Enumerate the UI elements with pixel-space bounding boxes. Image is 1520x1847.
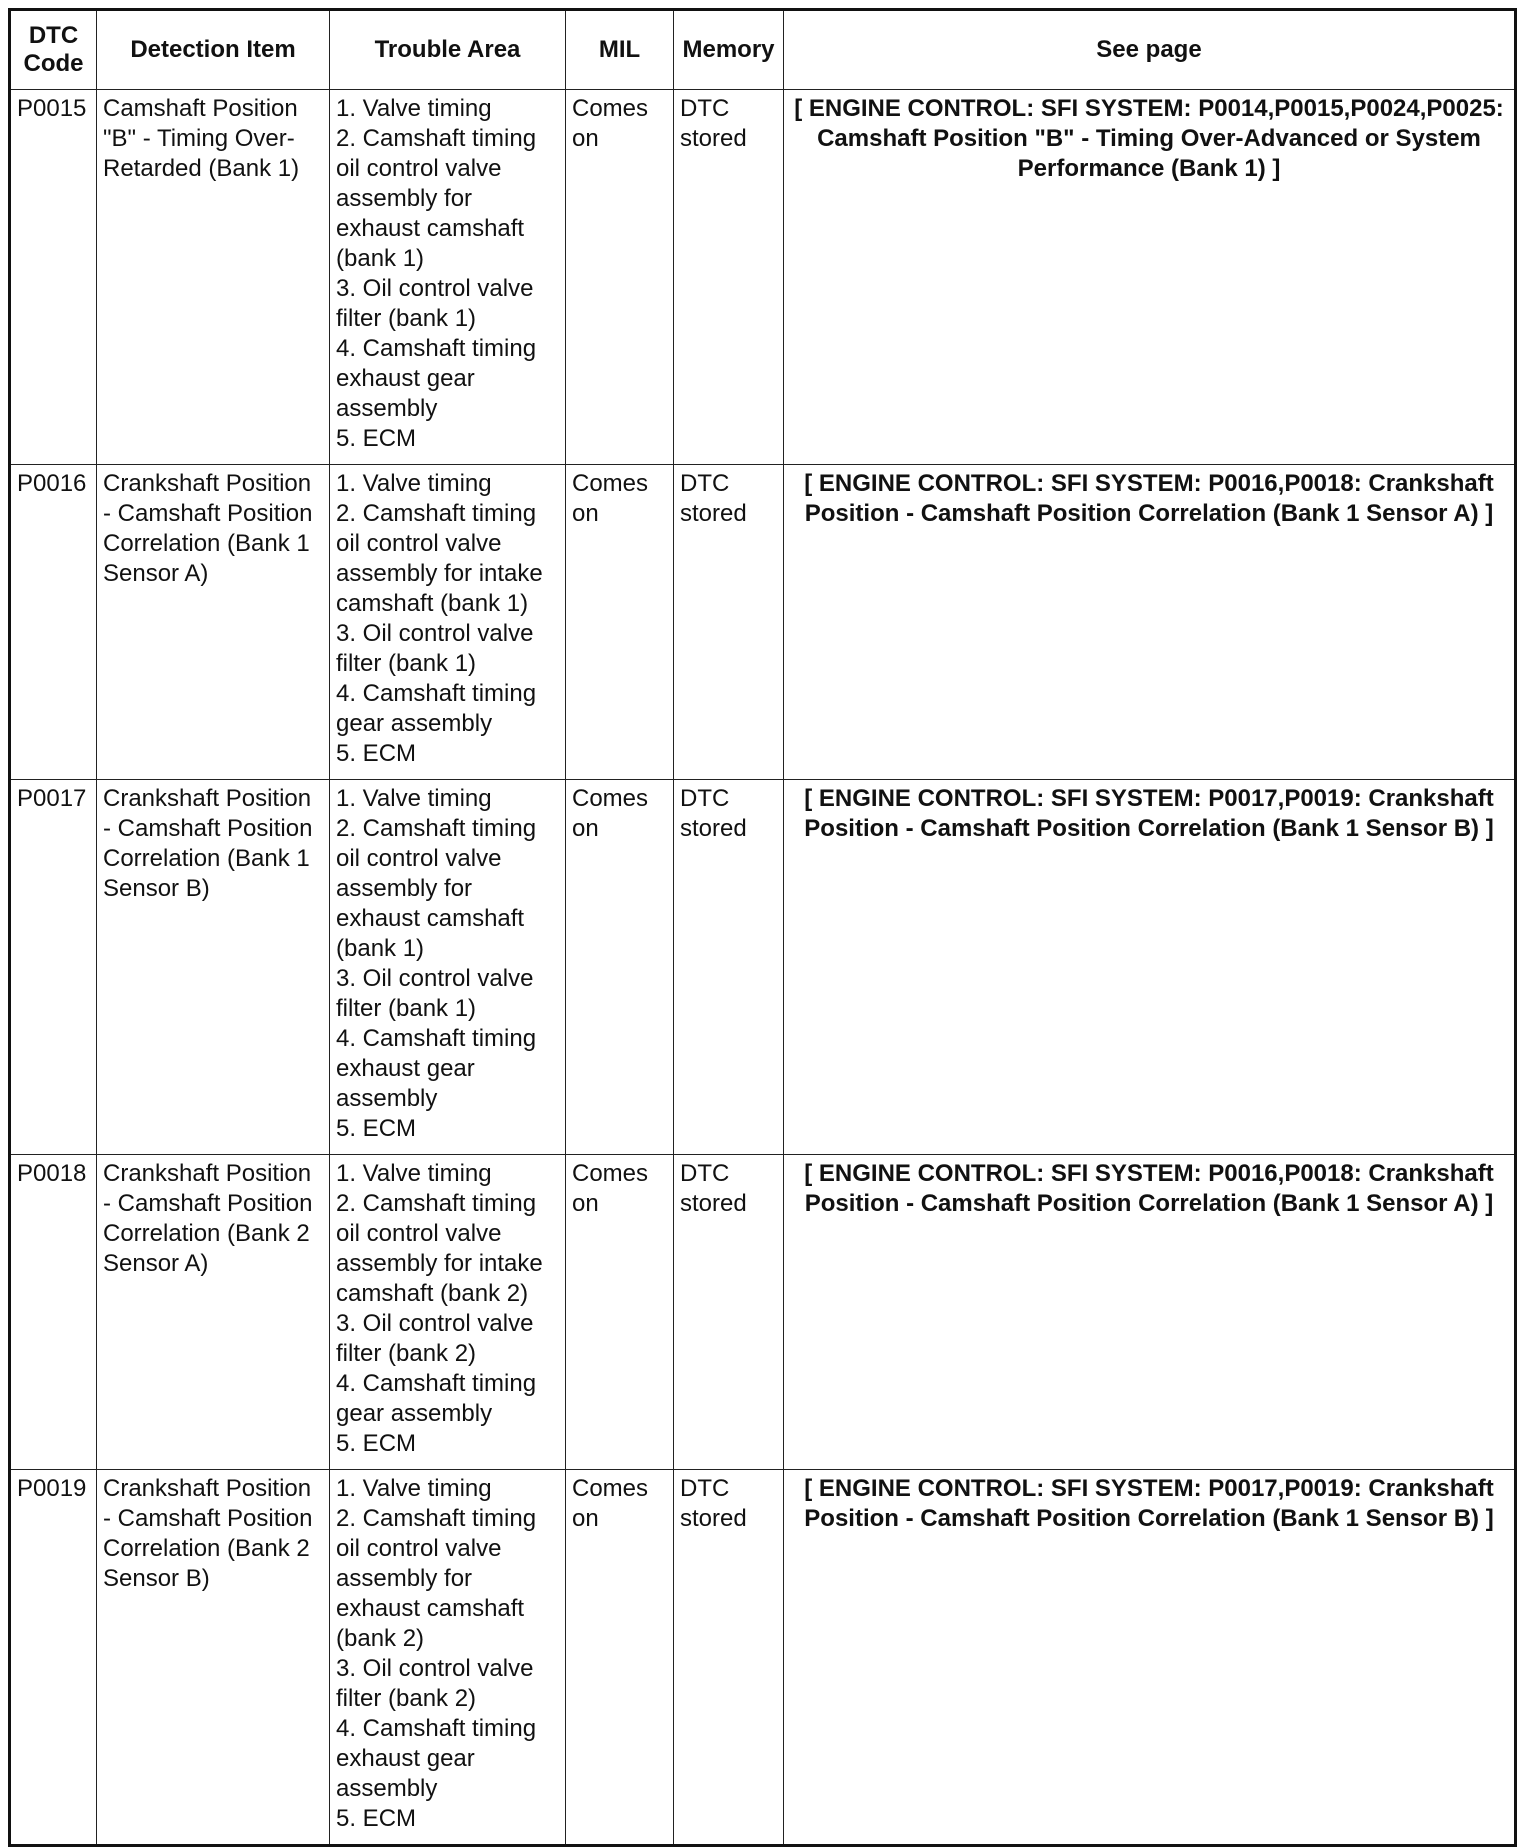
detection-item-cell: Camshaft Position "B" - Timing Over-Retarded (Bank 1) [97, 90, 330, 465]
trouble-area-item: 4. Camshaft timing gear assembly [336, 680, 537, 737]
trouble-area-item: 2. Camshaft timing oil control valve assembly for intake camshaft (bank 1) [336, 500, 543, 617]
dtc-code-cell: P0019 [10, 1470, 97, 1846]
dtc-code-cell: P0018 [10, 1155, 97, 1470]
dtc-code-cell: P0015 [10, 90, 97, 465]
header-memory: Memory [674, 10, 784, 90]
trouble-area-item: 4. Camshaft timing exhaust gear assembly [336, 1025, 537, 1112]
trouble-area-cell [330, 1470, 566, 1846]
header-see-page: See page [784, 10, 1516, 90]
trouble-area-item: 2. Camshaft timing oil control valve assembly for exhaust camshaft (bank 1) [336, 815, 537, 962]
table-row [10, 90, 1516, 465]
trouble-area-item: 3. Oil control valve filter (bank 1) [336, 275, 534, 332]
trouble-area-item: 5. ECM [336, 740, 417, 767]
trouble-area-cell [330, 90, 566, 465]
header-dtc-code: DTC Code [10, 10, 97, 90]
trouble-area-item: 3. Oil control valve filter (bank 2) [336, 1655, 534, 1712]
header-mil: MIL [566, 10, 674, 90]
mil-cell: Comes on [566, 780, 674, 1155]
memory-cell: DTC stored [674, 1155, 784, 1470]
see-page-link[interactable]: [ ENGINE CONTROL: SFI SYSTEM: P0017,P0019: Crankshaft Position - Camshaft Position Correlation (Bank 1 Sensor B) ] [784, 780, 1516, 1155]
trouble-area-item: 4. Camshaft timing gear assembly [336, 1370, 537, 1427]
header-row [10, 10, 1516, 90]
mil-cell: Comes on [566, 1470, 674, 1846]
detection-item-cell: Crankshaft Position - Camshaft Position Correlation (Bank 1 Sensor A) [97, 465, 330, 780]
dtc-table [8, 8, 1517, 1847]
trouble-area-item: 2. Camshaft timing oil control valve assembly for intake camshaft (bank 2) [336, 1190, 543, 1307]
trouble-area-cell [330, 465, 566, 780]
dtc-code-cell: P0017 [10, 780, 97, 1155]
trouble-area-item: 4. Camshaft timing exhaust gear assembly [336, 1715, 537, 1802]
trouble-area-item: 1. Valve timing [336, 95, 492, 122]
see-page-link[interactable]: [ ENGINE CONTROL: SFI SYSTEM: P0017,P0019: Crankshaft Position - Camshaft Position Correlation (Bank 1 Sensor B) ] [784, 1470, 1516, 1846]
header-trouble-area: Trouble Area [330, 10, 566, 90]
see-page-link[interactable]: [ ENGINE CONTROL: SFI SYSTEM: P0016,P0018: Crankshaft Position - Camshaft Position Correlation (Bank 1 Sensor A) ] [784, 465, 1516, 780]
trouble-area-item: 1. Valve timing [336, 470, 492, 497]
memory-cell: DTC stored [674, 465, 784, 780]
table-row [10, 465, 1516, 780]
trouble-area-item: 5. ECM [336, 1115, 417, 1142]
trouble-area-item: 1. Valve timing [336, 1160, 492, 1187]
trouble-area-cell [330, 1155, 566, 1470]
dtc-code-cell: P0016 [10, 465, 97, 780]
table-row [10, 1155, 1516, 1470]
table-row [10, 780, 1516, 1155]
trouble-area-item: 1. Valve timing [336, 1475, 492, 1502]
trouble-area-item: 3. Oil control valve filter (bank 2) [336, 1310, 534, 1367]
trouble-area-item: 5. ECM [336, 1805, 417, 1832]
trouble-area-item: 2. Camshaft timing oil control valve assembly for exhaust camshaft (bank 1) [336, 125, 537, 272]
trouble-area-item: 1. Valve timing [336, 785, 492, 812]
trouble-area-cell [330, 780, 566, 1155]
mil-cell: Comes on [566, 1155, 674, 1470]
table-row [10, 1470, 1516, 1846]
mil-cell: Comes on [566, 90, 674, 465]
trouble-area-item: 5. ECM [336, 1430, 417, 1457]
trouble-area-item: 5. ECM [336, 425, 417, 452]
trouble-area-item: 3. Oil control valve filter (bank 1) [336, 620, 534, 677]
trouble-area-item: 4. Camshaft timing exhaust gear assembly [336, 335, 537, 422]
memory-cell: DTC stored [674, 90, 784, 465]
trouble-area-item: 2. Camshaft timing oil control valve assembly for exhaust camshaft (bank 2) [336, 1505, 537, 1652]
detection-item-cell: Crankshaft Position - Camshaft Position Correlation (Bank 2 Sensor B) [97, 1470, 330, 1846]
see-page-link[interactable]: [ ENGINE CONTROL: SFI SYSTEM: P0016,P0018: Crankshaft Position - Camshaft Position Correlation (Bank 1 Sensor A) ] [784, 1155, 1516, 1470]
header-detection-item: Detection Item [97, 10, 330, 90]
memory-cell: DTC stored [674, 780, 784, 1155]
see-page-link[interactable]: [ ENGINE CONTROL: SFI SYSTEM: P0014,P0015,P0024,P0025: Camshaft Position "B" - Timing Over-Advanced or System Performance (Bank 1) ] [784, 90, 1516, 465]
trouble-area-item: 3. Oil control valve filter (bank 1) [336, 965, 534, 1022]
memory-cell: DTC stored [674, 1470, 784, 1846]
detection-item-cell: Crankshaft Position - Camshaft Position Correlation (Bank 1 Sensor B) [97, 780, 330, 1155]
detection-item-cell: Crankshaft Position - Camshaft Position Correlation (Bank 2 Sensor A) [97, 1155, 330, 1470]
mil-cell: Comes on [566, 465, 674, 780]
